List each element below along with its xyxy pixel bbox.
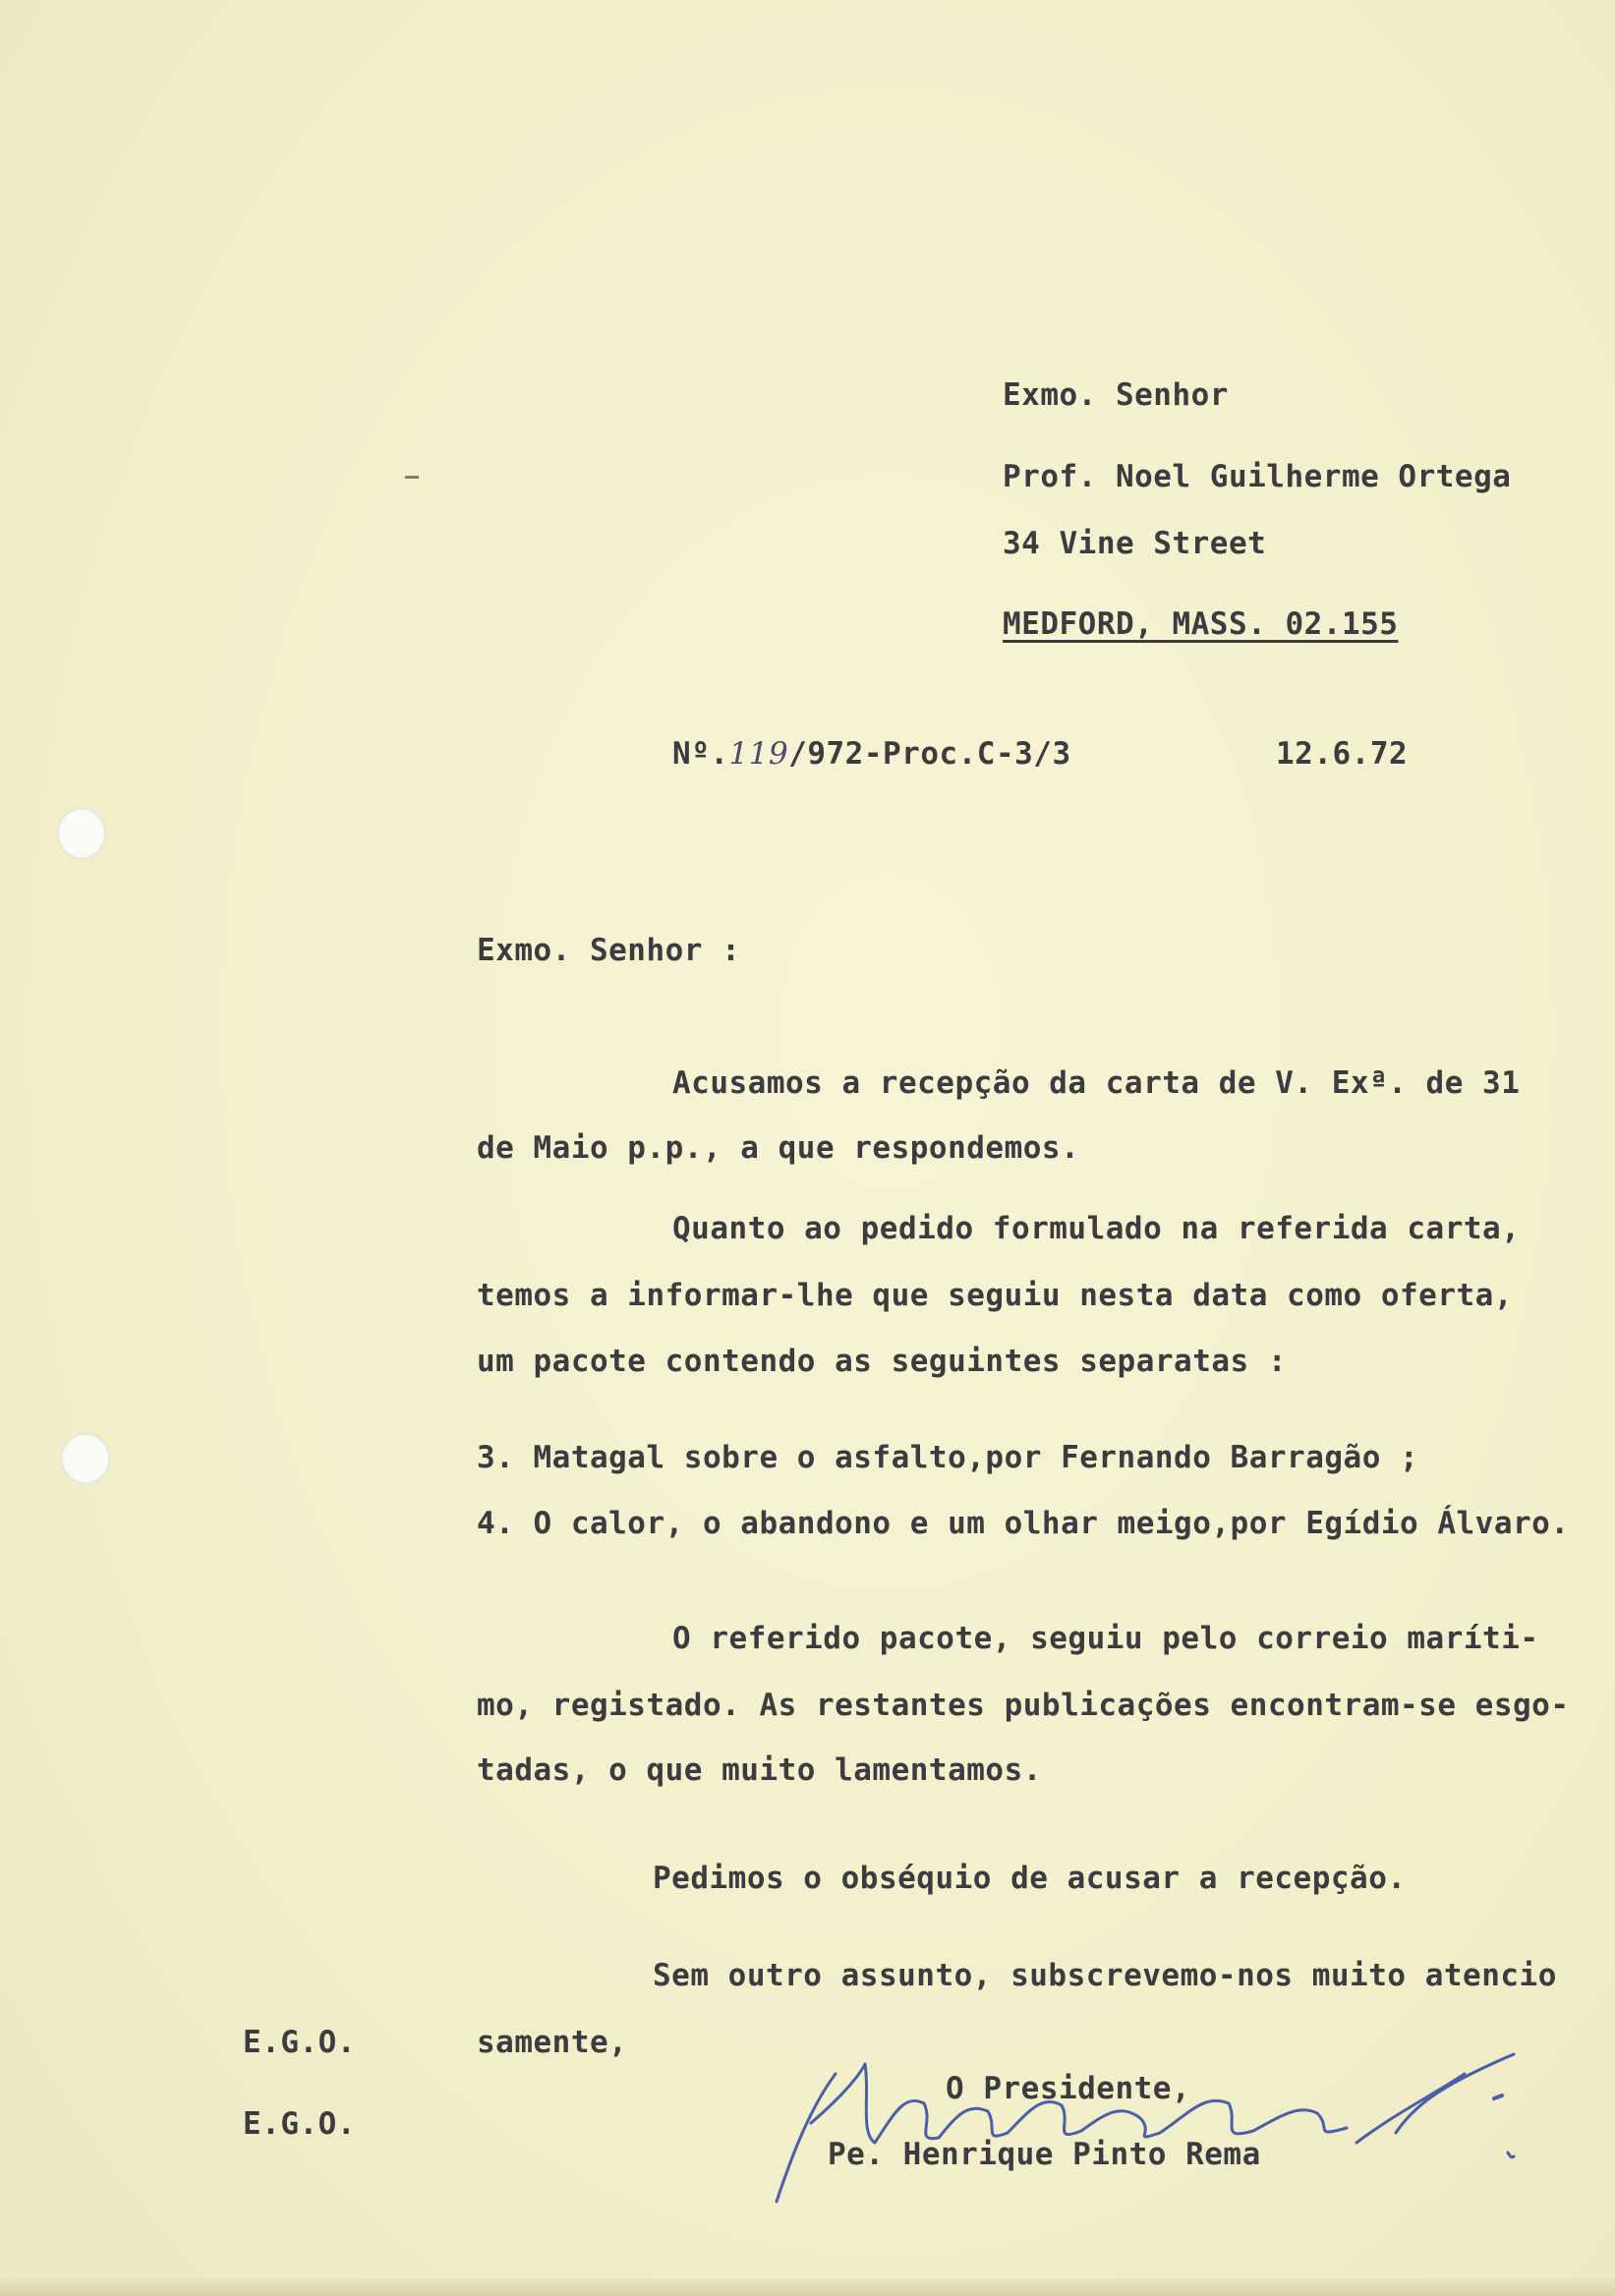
- address-street: 34 Vine Street: [1003, 526, 1267, 561]
- reference-prefix: Nº.: [672, 736, 729, 772]
- reference-handwritten-number: 119: [728, 736, 789, 772]
- reference-process: /972-Proc.C-3/3: [788, 736, 1071, 772]
- address-city: MEDFORD, MASS. 02.155: [1003, 606, 1399, 642]
- signatory-title: O Presidente,: [946, 2071, 1191, 2106]
- letter-date: 12.6.72: [1276, 736, 1409, 772]
- reference-number: [672, 736, 1071, 772]
- body-p2-line2: temos a informar-lhe que seguiu nesta data como oferta,: [477, 1278, 1513, 1313]
- body-p2-line3: um pacote contendo as seguintes separatas :: [477, 1344, 1288, 1379]
- punch-hole-bottom: [61, 1433, 110, 1484]
- body-p1-line2: de Maio p.p., a que respondemos.: [477, 1130, 1080, 1166]
- body-p1-line1: Acusamos a recepção da carta de V. Exª. de 31: [672, 1065, 1521, 1101]
- punch-hole-top: [57, 808, 106, 859]
- body-p3-line1: O referido pacote, seguiu pelo correio maríti-: [672, 1621, 1539, 1656]
- body-p5-line2: samente,: [477, 2025, 628, 2060]
- body-p4: Pedimos o obséquio de acusar a recepção.: [653, 1861, 1407, 1896]
- copy-notation-2: E.G.O.: [243, 2106, 356, 2142]
- address-name: Prof. Noel Guilherme Ortega: [1003, 459, 1512, 494]
- signatory-name: Pe. Henrique Pinto Rema: [828, 2137, 1261, 2172]
- address-salutation: Exmo. Senhor: [1003, 377, 1229, 413]
- paper-bottom-edge: [0, 2278, 1615, 2296]
- list-item-3: 3. Matagal sobre o asfalto,por Fernando Barragão ;: [477, 1440, 1419, 1475]
- greeting: Exmo. Senhor :: [477, 933, 741, 968]
- margin-mark: [405, 476, 419, 479]
- copy-notation-1: E.G.O.: [243, 2025, 356, 2060]
- list-item-4: 4. O calor, o abandono e um olhar meigo,por Egídio Álvaro.: [477, 1506, 1570, 1541]
- body-p3-line3: tadas, o que muito lamentamos.: [477, 1752, 1042, 1788]
- body-p5-line1: Sem outro assunto, subscrevemo-nos muito atencio: [653, 1958, 1557, 1993]
- body-p3-line2: mo, registado. As restantes publicações encontram-se esgo-: [477, 1688, 1570, 1723]
- handwritten-signature: [767, 2035, 1553, 2211]
- body-p2-line1: Quanto ao pedido formulado na referida carta,: [672, 1211, 1521, 1246]
